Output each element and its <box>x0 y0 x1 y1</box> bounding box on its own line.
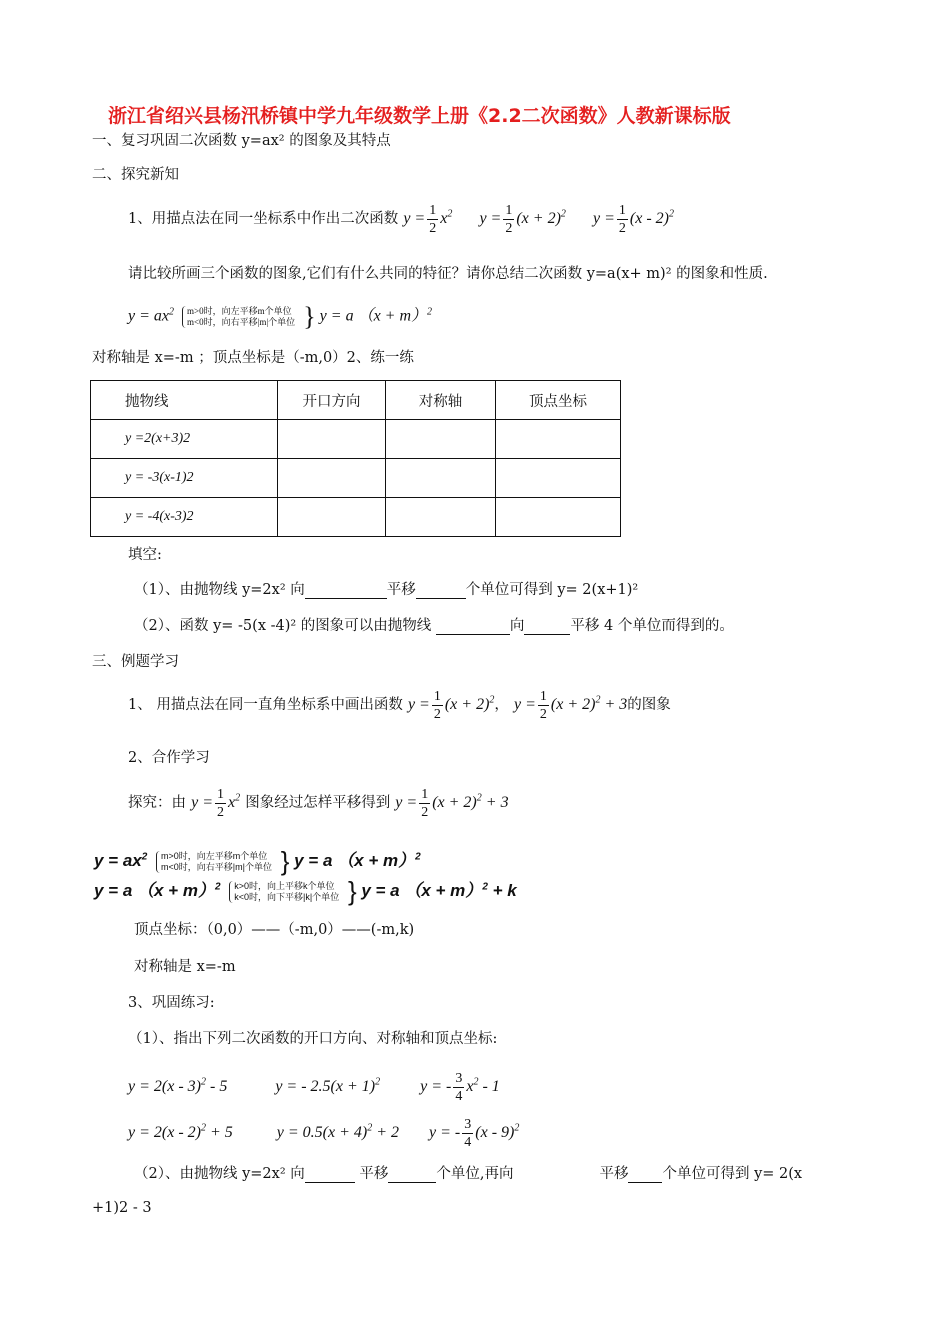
fill-blank[interactable] <box>305 582 387 599</box>
shift-rule-3: y = a $(x + m)^2$ k>0时，向上平移k个单位 k<0时，向下平移|k|个单位 } y = a $(x + m)^2 + k$ <box>94 876 517 907</box>
practice-2-continued: +1)2 - 3 <box>92 1200 152 1216</box>
table-cell[interactable] <box>386 459 496 498</box>
table-header: 抛物线 <box>91 381 278 420</box>
formula-9: y = - $2.5(x + 1)^2$ <box>275 1076 381 1096</box>
table-header: 顶点坐标 <box>496 381 621 420</box>
fill-blank[interactable] <box>436 618 510 635</box>
practice-1-text: （1）、指出下列二次函数的开口方向、对称轴和顶点坐标: <box>128 1031 498 1047</box>
table-row <box>91 420 621 459</box>
formula-12: $y = 0.5(x + 4)^2 + 2$ <box>276 1122 400 1142</box>
section-3-heading: 三、例题学习 <box>92 654 179 670</box>
compare-text: 请比较所画三个函数的图象,它们有什么共同的特征？请你总结二次函数 y=a(x+ m)² 的图象和性质. <box>128 266 768 282</box>
section-2-heading: 二、探究新知 <box>92 167 179 183</box>
shift-conditions <box>182 306 299 328</box>
fill-in-label: 填空: <box>128 547 162 563</box>
section-1-heading: 一、复习巩固二次函数 y=ax² 的图象及其特点 <box>92 133 391 149</box>
shift-rule-1: $y = ax^2$ m>0时，向左平移m个单位 m<0时，向右平移|m|个单位 } y = a $(x + m)^2$ <box>128 302 433 331</box>
practice-2-text-a: （2）、由抛物线 y=2x² 向 <box>134 1166 305 1182</box>
item-1-line <box>128 202 674 237</box>
practice-2-text-b: 平移 <box>359 1166 389 1182</box>
table-cell[interactable] <box>278 459 386 498</box>
formula-5: y = $\frac{1}{2}$ $(x + 2)^2 + 3$ <box>514 689 628 722</box>
practice-2-text-c: 个单位,再向 <box>436 1166 514 1182</box>
practice-2-line <box>134 1162 802 1183</box>
practice-formulas-row-2 <box>128 1116 519 1151</box>
table-header-row <box>91 381 621 420</box>
shift-left-rule: m>0时，向左平移m个单位 <box>187 306 292 316</box>
explore-text-a: 探究：由 <box>128 795 186 812</box>
fill-2-text-a: （2）、函数 y= -5(x -4)² 的图象可以由抛物线 <box>134 618 432 634</box>
example-3-heading: 3、巩固练习: <box>128 995 215 1011</box>
fill-question-1 <box>134 578 638 599</box>
fill-blank[interactable] <box>628 1166 662 1183</box>
vertex-text: 顶点坐标：（0,0）——（-m,0）——(-m,k) <box>134 922 415 938</box>
fill-2-text-b: 向 <box>509 618 525 634</box>
fill-question-2 <box>134 614 734 635</box>
fill-blank[interactable] <box>388 1166 436 1183</box>
formula-1: y = $\frac{1}{2}$ $x^2$ <box>403 203 453 236</box>
formula-3: y = $\frac{1}{2}$ (x - 2)$^2$ <box>593 203 674 236</box>
fill-1-text-a: （1）、由抛物线 y=2x² 向 <box>134 582 305 598</box>
formula-13: y = - $\frac{3}{4}$ (x - 9)$^2$ <box>429 1117 520 1150</box>
example-1-line: 1、 用描点法在同一直角坐标系中画出函数 y = $\frac{1}{2}$ $(x + 2)^2$， y = $\frac{1}{2}$ $(x + 2)^2 + 3$的图象 <box>128 689 671 722</box>
formula-8: y = 2(x - 3)$^2$ - 5 <box>128 1076 228 1096</box>
table-cell[interactable] <box>496 459 621 498</box>
example-1-suffix: 的图象 <box>627 697 671 714</box>
shift-right-rule: m<0时，向右平移|m|个单位 <box>187 317 296 327</box>
table-cell[interactable] <box>496 498 621 537</box>
table-cell[interactable] <box>278 420 386 459</box>
formula-6: y = $\frac{1}{2}$ $x^2$ <box>191 787 241 820</box>
formula-4: y = $\frac{1}{2}$ $(x + 2)^2$ <box>407 689 495 722</box>
table-cell[interactable] <box>496 420 621 459</box>
table-cell: y = -3(x-1)2 <box>91 459 278 498</box>
shift-down-rule: k<0时，向下平移|k|个单位 <box>234 891 340 902</box>
formula-10: y = - $\frac{3}{4}$ $x^2 - 1$ <box>420 1071 500 1104</box>
table-row <box>91 498 621 537</box>
fill-1-text-c: 个单位可得到 y= 2(x+1)² <box>465 582 639 598</box>
formula-7: y = $\frac{1}{2}$ $(x + 2)^2 + 3$ <box>395 787 509 820</box>
item-1-text: 1、用描点法在同一坐标系中作出二次函数 <box>128 211 399 228</box>
explore-line <box>128 786 509 821</box>
practice-formulas-row-1 <box>128 1070 500 1105</box>
fill-2-text-c: 平移 4 个单位而得到的。 <box>570 618 734 634</box>
axis-text: 对称轴是 x=-m <box>134 959 236 975</box>
shift-rule-2: $y = ax^2$ m>0时，向左平移m个单位 m<0时，向右平移|m|个单位 } y = a $(x + m)^2$ <box>94 846 421 877</box>
practice-table <box>90 380 621 537</box>
fill-1-text-b: 平移 <box>386 582 416 598</box>
example-2-heading: 2、合作学习 <box>128 750 210 766</box>
formula-2: y = $\frac{1}{2}$ $(x + 2)^2$ <box>479 203 566 236</box>
page-title: 浙江省绍兴县杨汛桥镇中学九年级数学上册《2.2二次函数》人教新课标版 <box>108 105 731 127</box>
practice-2-text-d: 平移 <box>599 1166 629 1182</box>
fill-blank[interactable] <box>305 1166 355 1183</box>
table-cell[interactable] <box>386 498 496 537</box>
shift-right-rule: m<0时，向右平移|m|个单位 <box>161 861 272 872</box>
shift-up-rule: k>0时，向上平移k个单位 <box>234 880 335 891</box>
table-header: 对称轴 <box>386 381 496 420</box>
table-cell[interactable] <box>386 420 496 459</box>
example-1-text: 1、 用描点法在同一直角坐标系中画出函数 <box>128 697 403 714</box>
explore-text-b: 图象经过怎样平移得到 <box>245 795 391 812</box>
table-header: 开口方向 <box>278 381 386 420</box>
practice-2-text-e: 个单位可得到 y= 2(x <box>662 1166 803 1182</box>
fill-blank[interactable] <box>416 582 466 599</box>
table-cell: y = -4(x-3)2 <box>91 498 278 537</box>
shift-conditions-2 <box>156 851 276 873</box>
fill-blank[interactable] <box>524 618 570 635</box>
shift-left-rule: m>0时，向左平移m个单位 <box>161 850 268 861</box>
formula-11: y = 2(x - 2)$^2$ + 5 <box>128 1122 233 1142</box>
table-cell: y =2(x+3)2 <box>91 420 278 459</box>
table-cell[interactable] <box>278 498 386 537</box>
shift-conditions-3 <box>229 881 343 903</box>
table-row <box>91 459 621 498</box>
axis-vertex-line: 对称轴是 x=-m ；顶点坐标是（-m,0）2、练一练 <box>92 350 414 366</box>
